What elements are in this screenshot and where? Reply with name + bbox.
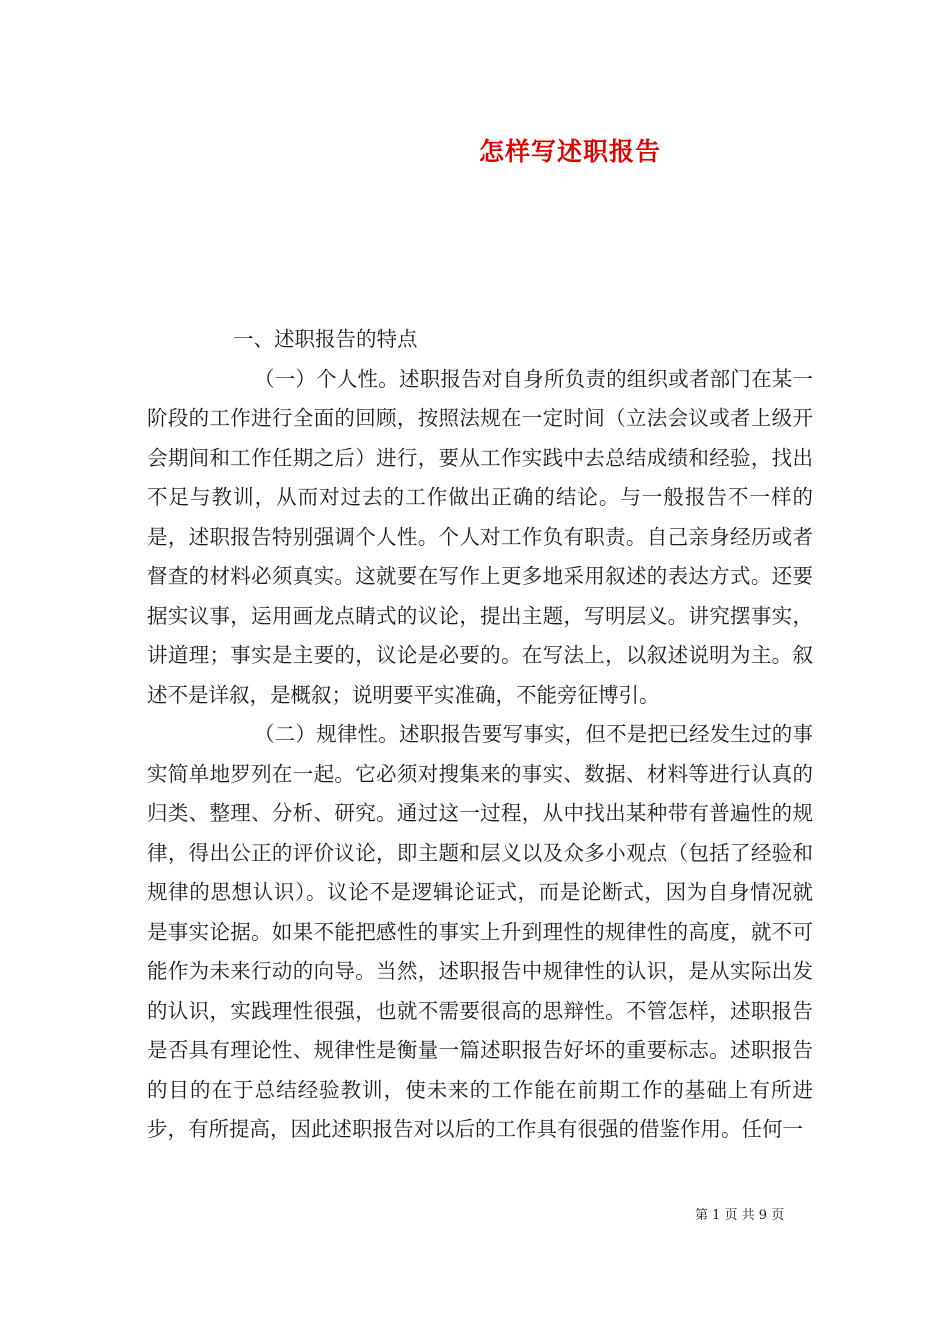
page-number: 第 1 页 共 9 页 <box>695 1208 785 1223</box>
section-heading: 一、述职报告的特点 <box>233 327 418 351</box>
paragraph-personal: （一）个人性。述职报告对自身所负责的组织或者部门在某一阶段的工作进行全面的回顾，按照法规在一定时间（立法会议或者上级开会期间和工作任期之后）进行，要从工作实践中去总结成绩和经验，找出不足与教训，从而对过去的工作做出正确的结论。与一般报告不一样的是，述职报告特别强调个人性。个人对工作负有职责。自己亲身经历或者督查的材料必须真实。这就要在写作上更多地采用叙述的表达方式。还要据实议事，运用画龙点睛式的议论，提出主题，写明层义。讲究摆事实，讲道理；事实是主要的，议论是必要的。在写法上，以叙述说明为主。叙述不是详叙，是概叙；说明要平实准确，不能旁征博引。 <box>147 366 813 707</box>
document-title: 怎样写述职报告 <box>478 137 661 166</box>
document-body <box>147 320 813 1150</box>
paragraph-regularity: （二）规律性。述职报告要写事实，但不是把已经发生过的事实简单地罗列在一起。它必须对搜集来的事实、数据、材料等进行认真的归类、整理、分析、研究。通过这一过程，从中找出某种带有普遍性的规律，得出公正的评价议论，即主题和层义以及众多小观点（包括了经验和规律的思想认识）。议论不是逻辑论证式，而是论断式，因为自身情况就是事实论据。如果不能把感性的事实上升到理性的规律性的高度，就不可能作为未来行动的向导。当然，述职报告中规律性的认识，是从实际出发的认识，实践理性很强，也就不需要很高的思辩性。不管怎样，述职报告是否具有理论性、规律性是衡量一篇述职报告好坏的重要标志。述职报告的目的在于总结经验教训，使未来的工作能在前期工作的基础上有所进步，有所提高，因此述职报告对以后的工作具有很强的借鉴作用。任何一 <box>147 722 813 1141</box>
